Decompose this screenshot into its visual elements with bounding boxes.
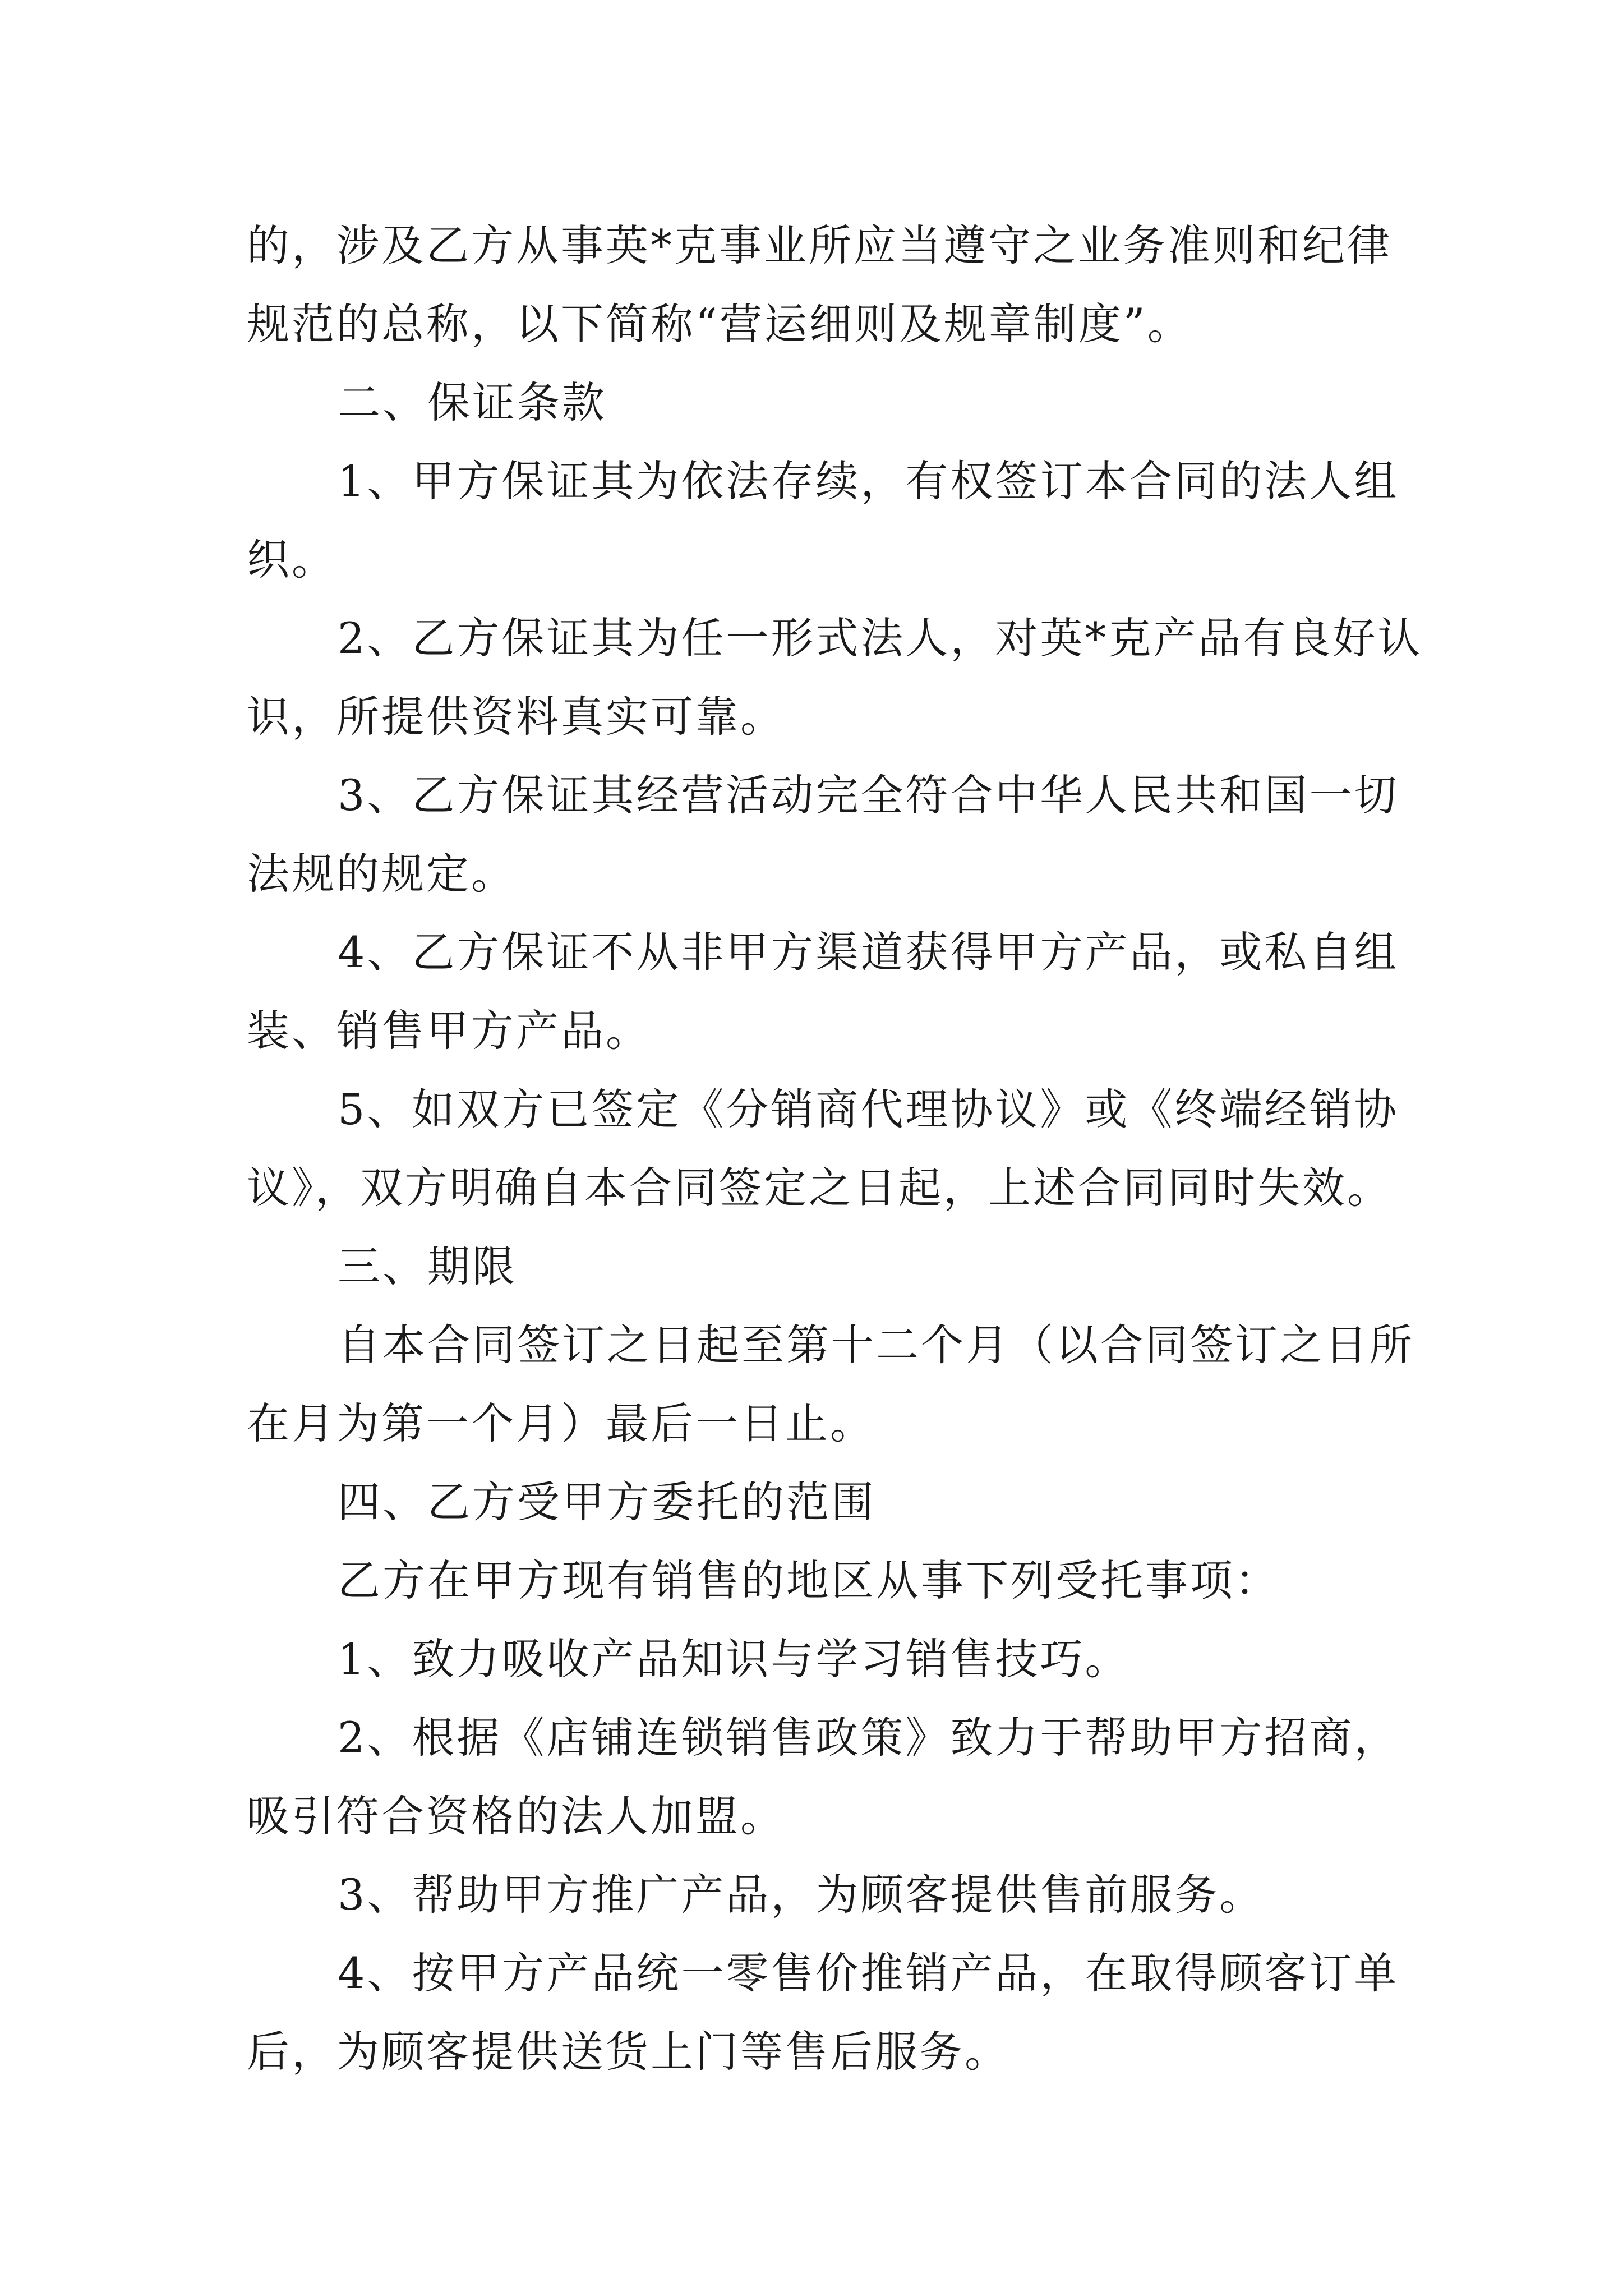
- paragraph-line: 乙方在甲方现有销售的地区从事下列受托事项：: [338, 1556, 1280, 1605]
- paragraph-line: 识，所提供资料真实可靠。: [247, 692, 785, 742]
- section-heading-scope: 四、乙方受甲方委托的范围: [338, 1477, 876, 1527]
- paragraph-line: 装、销售甲方产品。: [247, 1006, 651, 1056]
- paragraph-line: 2、根据《店铺连锁销售政策》致力于帮助甲方招商，: [338, 1713, 1399, 1763]
- paragraph-line: 的，涉及乙方从事英*克事业所应当遵守之业务准则和纪律: [247, 220, 1392, 270]
- section-heading-guarantee: 二、保证条款: [338, 378, 607, 427]
- contract-text: [247, 206, 1423, 2091]
- paragraph-line: 吸引符合资格的法人加盟。: [247, 1791, 785, 1841]
- paragraph-line: 在月为第一个月）最后一日止。: [247, 1398, 875, 1448]
- paragraph-line: 规范的总称，以下简称“营运细则及规章制度”。: [247, 299, 1192, 349]
- paragraph-line: 5、如双方已签定《分销商代理协议》或《终端经销协: [338, 1084, 1399, 1134]
- paragraph-line: 1、甲方保证其为依法存续，有权签订本合同的法人组: [338, 456, 1399, 506]
- paragraph-line: 议》，双方明确自本合同签定之日起，上述合同同时失效。: [247, 1163, 1392, 1213]
- paragraph-line: 2、乙方保证其为任一形式法人，对英*克产品有良好认: [338, 613, 1423, 663]
- paragraph-line: 3、乙方保证其经营活动完全符合中华人民共和国一切: [338, 770, 1399, 820]
- paragraph-line: 1、致力吸收产品知识与学习销售技巧。: [338, 1634, 1130, 1684]
- section-heading-term: 三、期限: [338, 1241, 517, 1291]
- paragraph-line: 后，为顾客提供送货上门等售后服务。: [247, 2027, 1009, 2077]
- paragraph-line: 3、帮助甲方推广产品，为顾客提供售前服务。: [338, 1870, 1265, 1920]
- paragraph-line: 自本合同签订之日起至第十二个月（以合同签订之日所: [338, 1320, 1414, 1370]
- paragraph-line: 4、按甲方产品统一零售价推销产品，在取得顾客订单: [338, 1948, 1399, 1998]
- paragraph-line: 织。: [247, 535, 336, 585]
- paragraph-line: 4、乙方保证不从非甲方渠道获得甲方产品，或私自组: [338, 927, 1399, 977]
- paragraph-line: 法规的规定。: [247, 849, 516, 899]
